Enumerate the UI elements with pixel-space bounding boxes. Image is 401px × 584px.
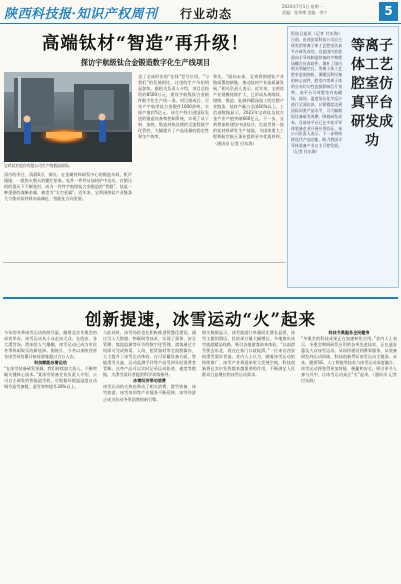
factory-photo xyxy=(4,72,132,162)
section-divider xyxy=(3,297,398,299)
page-number-badge: 5 xyxy=(379,2,398,21)
sidebar-story xyxy=(287,26,399,296)
photo-caption: 宝鸡钛业股份有限公司生产线锻造现场。 xyxy=(4,163,73,168)
issue-date: 2024年7月1日 星期一 xyxy=(282,4,323,9)
sidebar-body: 科技日报讯（记者 付东海）日前，由西安某科技公司自主研发的等离子体工艺腔室仿真平台研发成功。这是国内首款面向半导体制造装备的多物理场耦合仿真软件，填补了国内相关领域空白。等离子体工艺腔室是刻蚀机、薄膜沉积设备的核心部件，腔室内等离子体的分布均匀性直接影响芯片良率。该平台可对腔室内电磁场、流场、温度场及化学反应进行全面仿真，计算精度达到国际同类产品水平，可大幅缩短设备研发周期，降低研发成本。目前该平台已在多家半导体装备企业开展应用验证。该公司负责人表示，下一步将持续迭代产品功能，助力我国半导体装备产业自主可控发展。（记者 付东海） xyxy=(291,31,342,155)
top-story-subtitle: 探访宇航级钛合金锻造数字化生产线项目 xyxy=(80,58,211,67)
issue-meta xyxy=(282,4,327,15)
top-story-column-3: 领先。“面向未来，宝鸡将围绕钛产业链部署创新链，推动钛材产业高质量发展。”相关负责人表示。近年来，宝鸡钛产业规模持续扩大，已形成从海绵钛、熔铸、锻造、轧制到精深加工的完整产业链条，钛材产量占全国60%以上。工信部数据显示，2023年宝鸡钛及钛合金产业产值突破600亿元。下一步，宝鸡将加快建设中国钛谷，打造世界一流的钛材料研发生产基地，为国家重大工程和航空航天事业提供更多优质材料。（通讯员 记者 付东海） xyxy=(213,74,284,146)
bottom-col1-text: 今年的冬季冰雪运动持续升温。随着北京冬奥会的成功举办，冰雪运动从小众走向大众。在西安，各大滑雪场、滑冰馆人气爆棚，冰雪运动已成为市民冬季休闲娱乐的新选择。据统计，今冬以来陕西省各冰雪场馆累计接待游客超过百万人次。 xyxy=(4,330,97,360)
bottom-col2-text2: 冰雪运动的火热也带动了相关消费。滑雪装备、冰雪旅游、冰雪培训等产业链条不断延伸，冰雪经济正成为拉动冬季消费的新引擎。 xyxy=(103,384,196,402)
top-story-title: 高端钛材“智造”再升级！ xyxy=(41,34,250,54)
masthead xyxy=(0,0,401,24)
section-title: 行业动态 xyxy=(180,7,233,21)
bottom-col4-text: “冬奥会的科技成果正在加速转化应用。”业内人士表示，冬奥会期间研发应用的各项先进技术，正在逐步惠及大众冰雪运动。从场馆建设到赛事服务，从装备研发到运动训练，科技创新贯穿冰雪运动全链条。未来，随着5G、人工智能等技术与冰雪运动深度融合，冰雪运动将变得更加智能、便捷和安全，吸引更多人参与其中，让冰雪运动真正“火”起来。（通讯员 记者 付东海） xyxy=(301,336,397,384)
bottom-story-column-3: 相关数据显示，冰雪旅游订单量同比增长显著，冰雪主题的酒店、民宿预订量大幅增长。多地推出冰雪旅游精品线路，吸引各地游客前来体验。“以前滑雪要去东北，现在在家门口就能滑。”一位来自西安的滑雪爱好者说。业内人士认为，随着冰雪运动的持续推广，冰雪产业将迎来更大发展空间，科技创新将在其中发挥越来越重要的作用，不断满足人民群众日益增长的冰雪运动需求。 xyxy=(202,330,295,378)
bottom-story-column-1 xyxy=(4,330,97,581)
forging-workshop-image xyxy=(4,72,132,162)
bottom-story-title: 创新提速，冰雪运动“火”起来 xyxy=(85,310,316,329)
bottom-col1-subhead: 科技赋能冰雪运动 xyxy=(34,360,67,366)
bottom-story-column-4 xyxy=(301,330,397,581)
bottom-col1-text2: “在冰雪装备研发领域，我们持续加大投入，不断突破关键核心技术。”某冰雪装备企业负责人介绍，公司自主研发的智能造雪机，可根据环境温湿度自动调节造雪参数，造雪效率提升30%以上。 xyxy=(4,366,97,390)
top-story-column-1: 清冷的冬日，清晨6点，测点。在金属材料研发中心的锻造车间，机声隆隆，一派热火朝天的繁忙景象。轧件一件件从加热炉中送出，在锻压机的重压下不断变形，成为一件件宇航级钛合金锻造的“骨骼”。钛是一种重要的战略金属，被誉为“太空金属”。近年来，宝鸡围绕钛产业链条大力推动钛材料向高端化、智能化方向发展。 xyxy=(4,172,132,202)
bottom-col2-subhead: 冰雪经济带动消费 xyxy=(133,378,166,384)
top-story-column-2: 也了全成形业的“在线”型号应用。“与我们”的发展相比，这里的生产节拍明显加快。据相关负责人介绍，项目总投资约8500万元，建设宇航级钛合金锻件数字化生产线一条。项目建成后，可年产宇航用钛合金锻件1000余吨，实现产值约5亿元。该生产线引进国际先进的锻造设备和控制系统，实现了从下料、加热、锻造到热处理的全流程数字化管控，大幅提升了产品质量的稳定性和生产效率。 xyxy=(138,74,209,140)
editor-credits: 责编：张华博 美编：李宁 xyxy=(282,9,328,15)
divider-line xyxy=(3,262,286,263)
sidebar-box xyxy=(287,26,399,288)
sidebar-title: 等离子体工艺腔室仿真平台研发成功 xyxy=(351,38,393,149)
bottom-story-column-2 xyxy=(103,330,196,581)
bottom-col2-text: 与此同时，冰雪场馆也在积极推进智慧化建设。通过引入大数据、物联网等技术，实现了票务、安全管理、客流监测等环节的数字化管理。游客通过手机即可完成购票、入场、租赁器材等全流程操作，大大提升了冰雪运动体验。在可穿戴设备方面，智能滑雪头盔、运动监测手环等产品受到年轻消费者青睐，这些产品可以实时记录运动轨迹、速度等数据，为滑雪爱好者提供科学训练指导。 xyxy=(103,330,196,378)
top-story-header xyxy=(8,30,283,68)
bottom-col4-subhead: 科技冬奥服务全民健身 xyxy=(328,330,370,335)
newspaper-name: 陕西科技报·知识产权周刊 xyxy=(4,7,158,22)
